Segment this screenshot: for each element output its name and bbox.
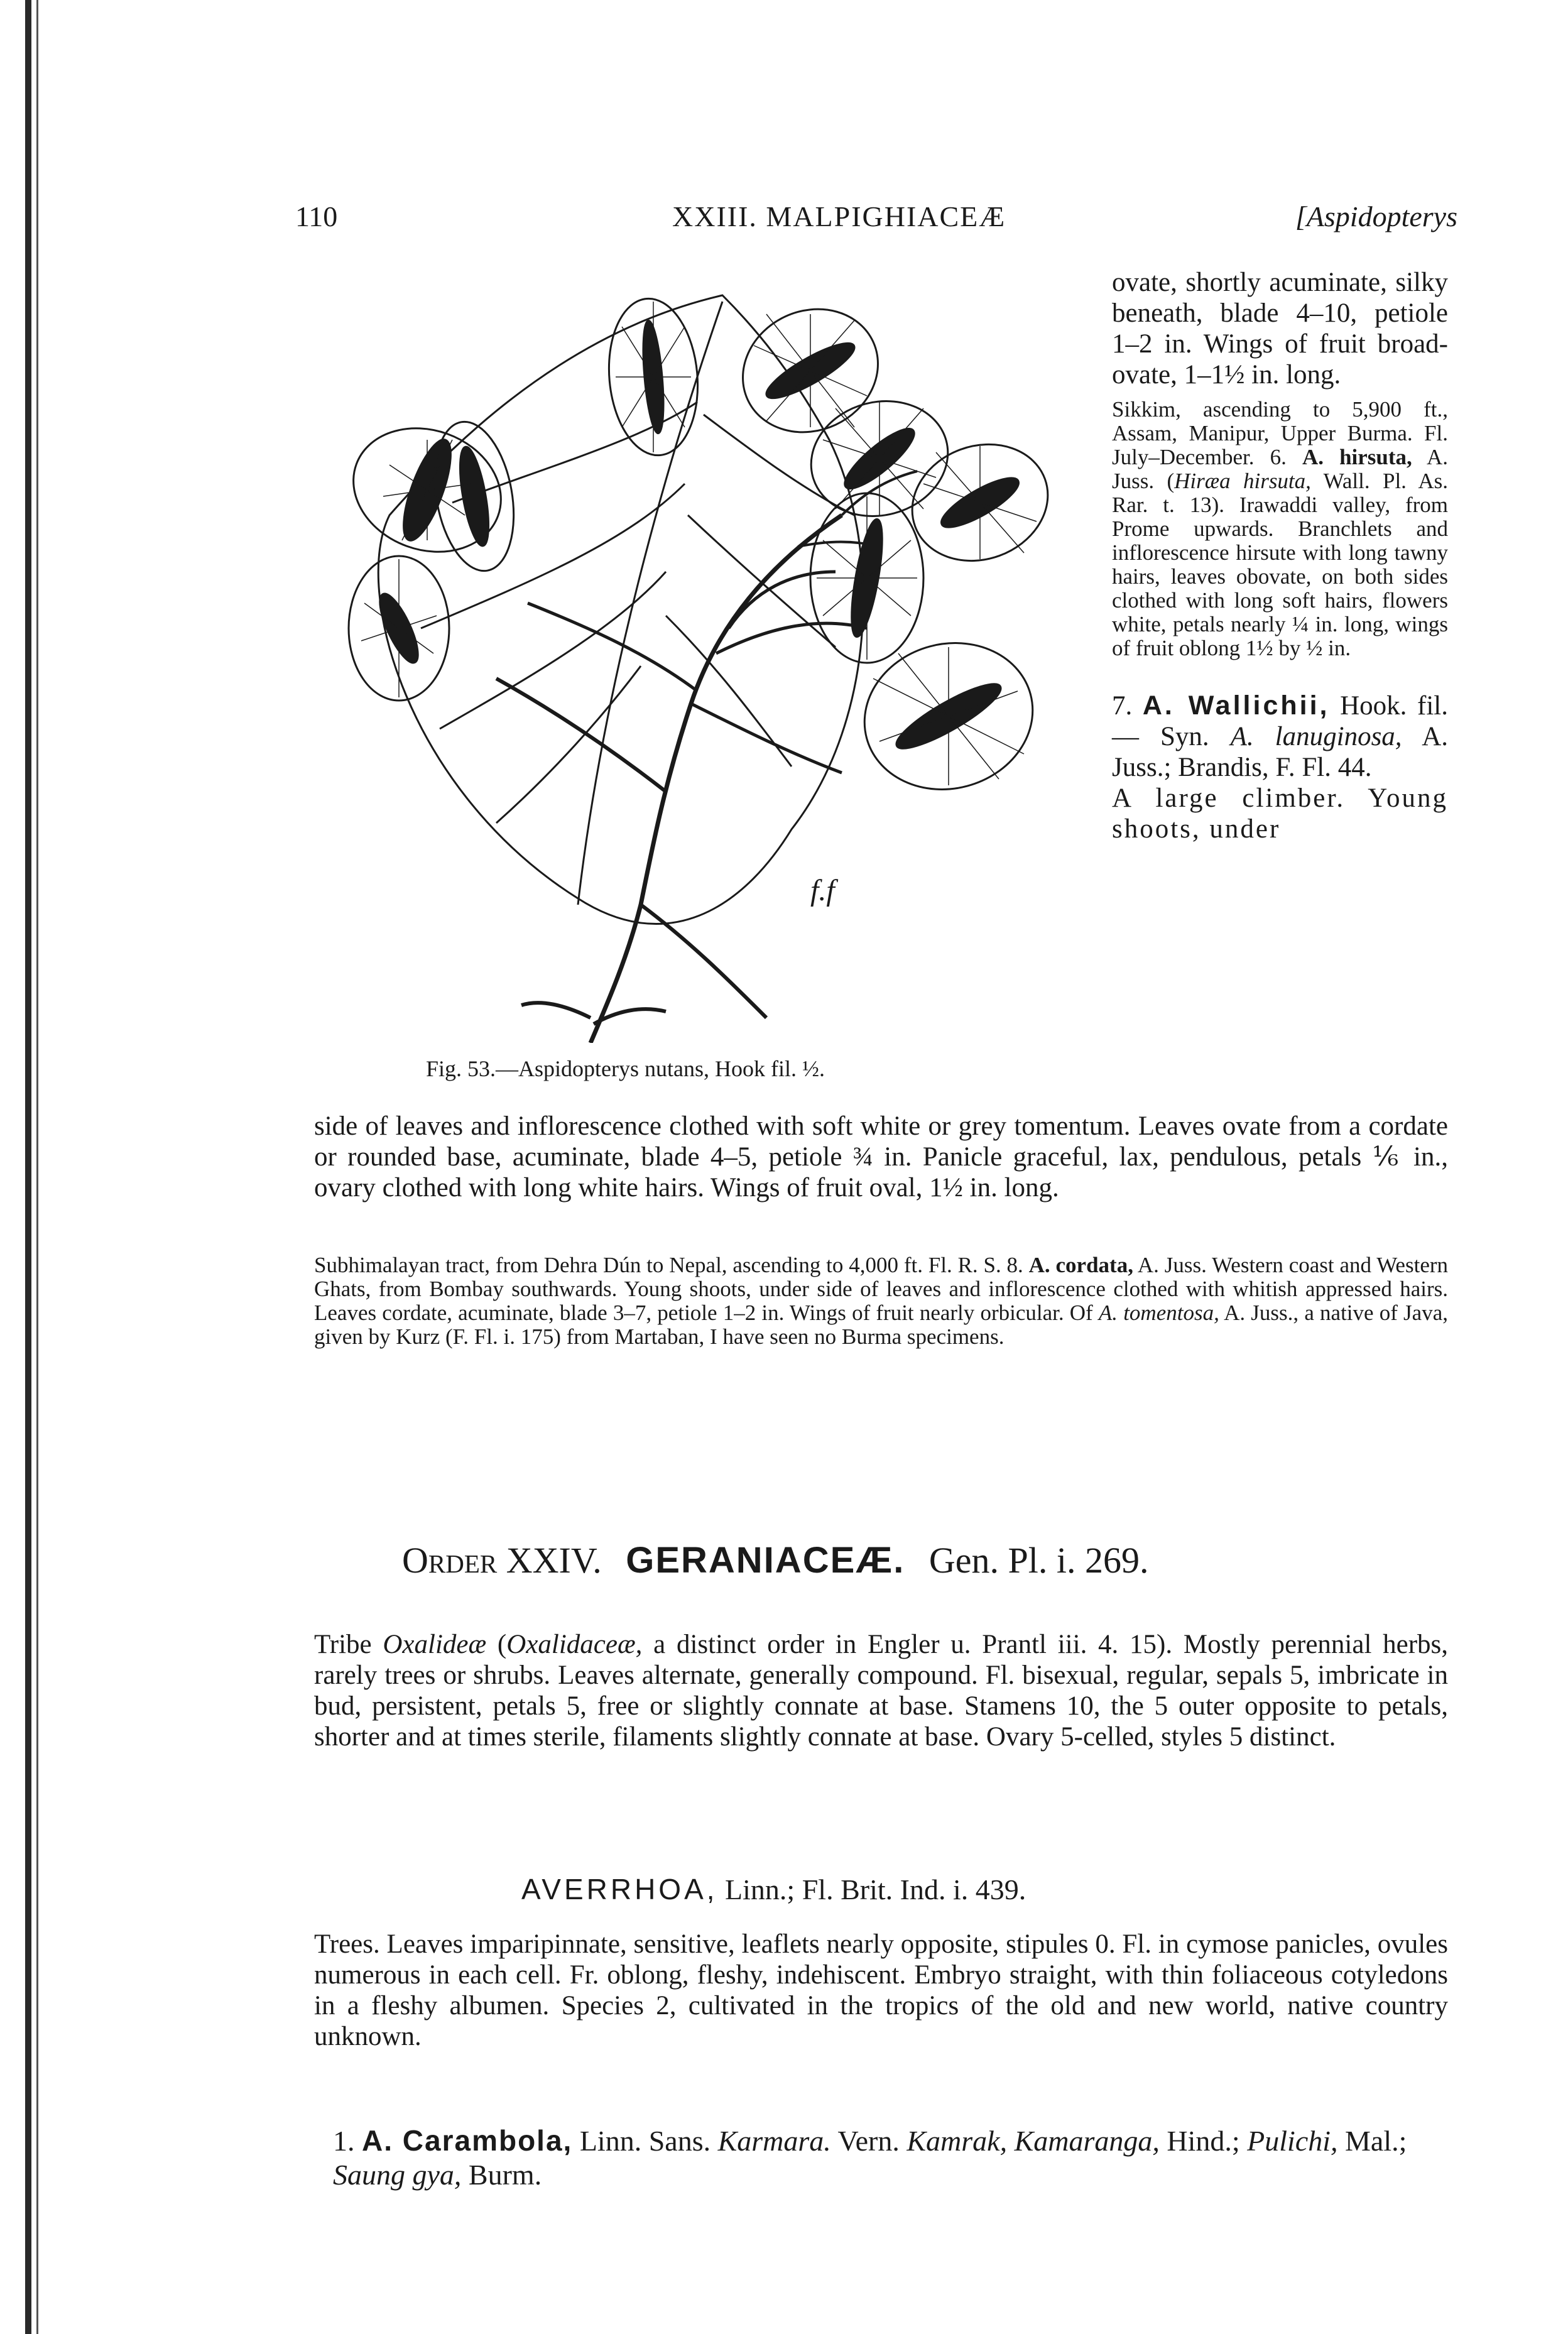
species-7-description: side of leaves and inflorescence clothed with soft white or grey tomentum. Leaves ovate from a cordate or rounded base, acuminate, blade 4–5, petiole ¾ in. Panicle graceful, lax, pendulous, petals ⅙ in., ovary clothed with long white hairs. Wings of fruit oval, 1½ in. long. [314, 1111, 1448, 1202]
page-header [295, 200, 1457, 237]
species-6-paragraph: Sikkim, ascending to 5,900 ft., Assam, Manipur, Upper Burma. Fl. July–December. 6. A. hirsuta, A. Juss. (Hiræa hirsuta, Wall. Pl. As. Rar. t. 13). Irawaddi valley, from Prome upwards. Branchlets and inflorescence hirsute with long tawny hairs, leaves obovate, on both sides clothed with long soft hairs, flowers white, petals nearly ¼ in. long, wings of fruit oblong 1½ by ½ in. [1112, 397, 1449, 660]
species-7-name: A. Wallichii, [1142, 690, 1330, 721]
running-head: [Aspidopterys [1295, 200, 1457, 232]
order-heading: Order XXIV. GERANIACEÆ. Gen. Pl. i. 269. [402, 1540, 1149, 1581]
figure-caption: Fig. 53.—Aspidopterys nutans, Hook fil. ½. [426, 1056, 825, 1081]
genus-heading: AVERRHOA, Linn.; Fl. Brit. Ind. i. 439. [521, 1873, 1026, 1906]
artist-signature: f.f [810, 874, 835, 907]
species-5-description: ovate, shortly acuminate, silky beneath, blade 4–10, petiole 1–2 in. Wings of fruit broad-ovate, 1–1½ in. long. [1112, 268, 1448, 390]
binding-edge [25, 0, 31, 2334]
side-column [1112, 267, 1448, 844]
genus-description: Trees. Leaves imparipinnate, sensitive, leaflets nearly opposite, stipules 0. Fl. in cymose panicles, ovules numerous in each cell. Fr. oblong, fleshy, indehiscent. Embryo straight, with thin foliaceous cotyledons in a fleshy albumen. Species 2, cultivated in the tropics of the old and new world, native country unknown. [314, 1929, 1448, 2051]
order-name: GERANIACEÆ. [626, 1540, 905, 1581]
chapter-title: XXIII. MALPIGHIACEÆ [672, 200, 1006, 232]
species-7-heading: 7. A. Wallichii, Hook. fil. — Syn. A. lanuginosa, A. Juss.; Brandis, F. Fl. 44. A large climber. Young shoots, under [1112, 690, 1448, 844]
botanical-illustration [314, 276, 1068, 1043]
species-name: A. Carambola, [362, 2124, 573, 2157]
species-entry: 1. A. Carambola, Linn. Sans. Karmara. Vern. Kamrak, Kamaranga, Hind.; Pulichi, Mal.; Saung gya, Burm. [333, 2124, 1407, 2191]
page-number: 110 [295, 200, 338, 232]
distribution-notes: Subhimalayan tract, from Dehra Dún to Nepal, ascending to 4,000 ft. Fl. R. S. 8. A. cordata, A. Juss. Western coast and Western Ghats, from Bombay southwards. Young shoots, under side of leaves and inflorescence clothed with whitish appressed hairs. Leaves cordate, acuminate, blade 3–7, petiole 1–2 in. Wings of fruit nearly orbicular. Of A. tomentosa, A. Juss., a native of Java, given by Kurz (F. Fl. i. 175) from Martaban, I have seen no Burma specimens. [314, 1253, 1449, 1349]
stem [591, 515, 842, 1043]
tribe-paragraph: Tribe Oxalideæ (Oxalidaceæ, a distinct order in Engler u. Prantl iii. 4. 15). Mostly perennial herbs, rarely trees or shrubs. Leaves alternate, generally compound. Fl. bisexual, regular, sepals 5, imbricate in bud, persistent, petals 5, free or slightly connate at base. Stamens 10, the 5 outer opposite to petals, shorter and at times sterile, filaments slightly connate at base. Ovary 5-celled, styles 5 distinct. [314, 1630, 1449, 1752]
species-6-name: A. hirsuta, [1302, 445, 1412, 469]
binding-edge-line [36, 0, 38, 2334]
genus-name: AVERRHOA, [521, 1873, 718, 1906]
species-8-name: A. cordata, [1028, 1253, 1133, 1277]
